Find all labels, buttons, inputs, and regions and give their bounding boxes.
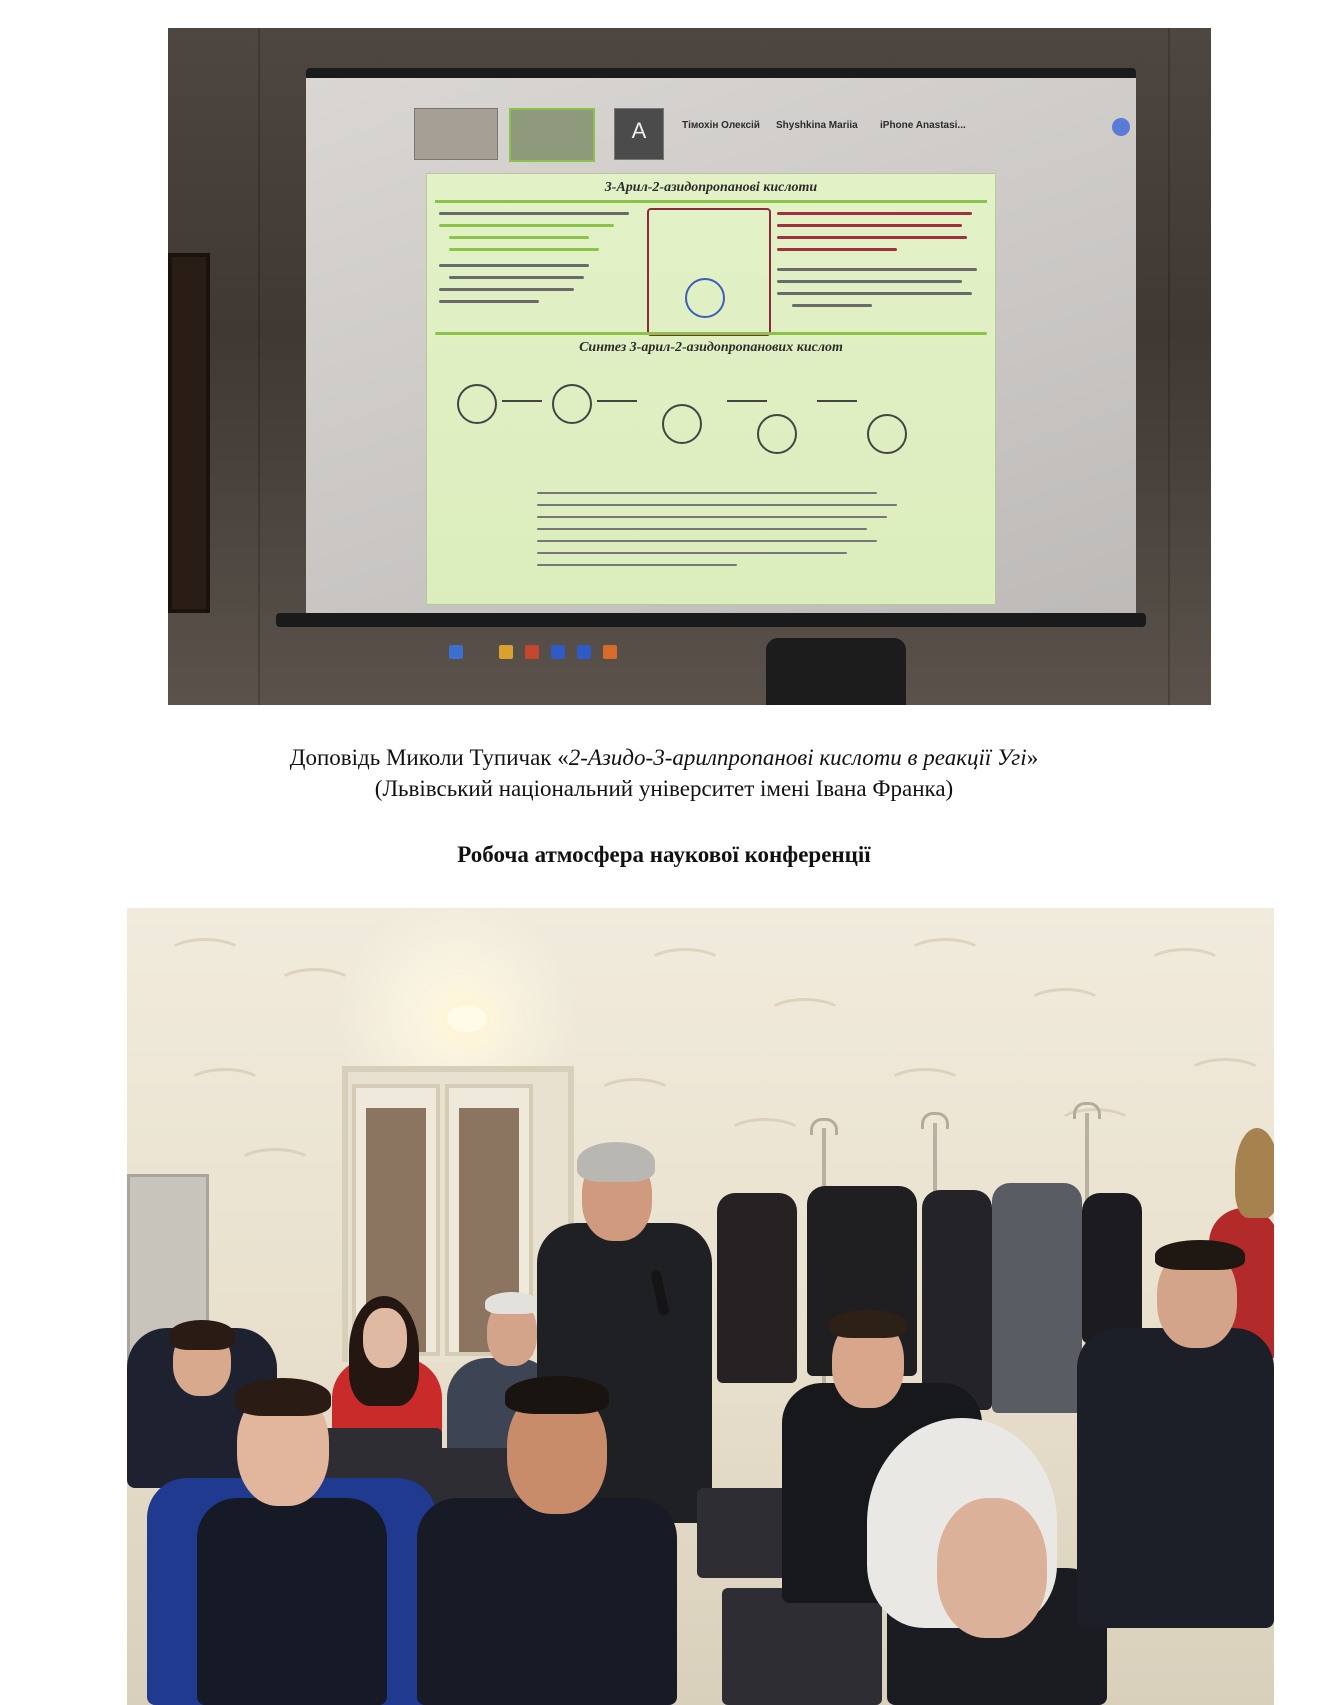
slide-subtitle: Синтез 3-арил-2-азидопропанових кислот — [579, 340, 843, 355]
slide-text-line — [537, 528, 867, 530]
app-icon — [551, 645, 565, 659]
reaction-arrow — [727, 400, 767, 402]
slide-text-line — [439, 224, 614, 227]
slide-text-line — [449, 248, 599, 251]
caption-talk-title: 2-Азидо-3-арилпропанові кислоти в реакції Угі — [568, 745, 1027, 770]
video-tile-avatar: A — [614, 108, 664, 160]
section-heading: Робоча атмосфера наукової конференції — [457, 842, 871, 867]
benzene-ring — [662, 404, 702, 444]
benzene-ring — [457, 384, 497, 424]
slide-text-line — [537, 504, 897, 506]
photo-caption-line1 — [0, 742, 1328, 773]
caption-speaker: Доповідь Миколи Тупичак « — [289, 745, 569, 770]
hanging-coat — [1082, 1193, 1142, 1343]
reaction-arrow — [597, 400, 637, 402]
slide-text-line — [777, 292, 972, 295]
next-page-icon — [1112, 118, 1130, 136]
coat-rack-hook — [921, 1112, 949, 1129]
hanging-coat — [717, 1193, 797, 1383]
participant-name: iPhone Anastasi... — [880, 120, 966, 131]
photo-audience — [127, 908, 1274, 1705]
slide-text-line — [439, 212, 629, 215]
person-head — [937, 1498, 1047, 1638]
video-call-strip — [414, 108, 1134, 163]
hanging-coat — [922, 1190, 992, 1410]
slide-text-line — [449, 276, 584, 279]
person-hair — [485, 1292, 539, 1314]
slide-divider — [435, 332, 987, 335]
person-hair — [1155, 1240, 1245, 1270]
slide-title-underline — [435, 200, 987, 203]
slide-text-line — [439, 300, 539, 303]
person-hair — [169, 1320, 235, 1350]
person-hair — [235, 1378, 331, 1416]
folder-icon — [499, 645, 513, 659]
triazole-ring — [685, 278, 725, 318]
slide-text-line — [777, 224, 962, 227]
hanging-coat — [992, 1183, 1082, 1413]
reaction-arrow — [817, 400, 857, 402]
person-hair — [829, 1310, 907, 1338]
person-body — [1077, 1328, 1274, 1628]
reaction-arrow — [502, 400, 542, 402]
slide-text-line — [537, 516, 887, 518]
slide-text-line — [777, 212, 972, 215]
presentation-slide — [426, 173, 996, 605]
slide-text-line — [537, 492, 877, 494]
person-hair — [505, 1376, 609, 1414]
caption-closing-quote: » — [1026, 745, 1039, 770]
slide-text-line — [537, 540, 877, 542]
person-hair — [1235, 1128, 1274, 1218]
person-body — [417, 1498, 677, 1705]
slide-text-line — [537, 552, 847, 554]
slide-text-line — [792, 304, 872, 307]
slide-text-line — [777, 280, 962, 283]
wall-panel-line — [258, 28, 260, 705]
screen-bottom-bar — [276, 613, 1146, 627]
chair — [722, 1588, 882, 1705]
participant-name: Тімохін Олексій — [682, 120, 760, 131]
slide-text-line — [777, 248, 897, 251]
person-jacket — [197, 1498, 387, 1705]
benzene-ring — [757, 414, 797, 454]
slide-text-line — [777, 236, 967, 239]
photo-caption-line2: (Львівський національний університет імені Івана Франка) — [374, 776, 954, 801]
app-icon — [603, 645, 617, 659]
projector-device — [766, 638, 906, 705]
participant-name: Shyshkina Mariia — [776, 120, 858, 131]
slide-text-line — [439, 264, 589, 267]
slide-text-line — [439, 288, 574, 291]
person-head — [363, 1308, 407, 1368]
slide-text-line — [777, 268, 977, 271]
app-icon — [577, 645, 591, 659]
benzene-ring — [552, 384, 592, 424]
video-tile — [414, 108, 498, 160]
wall-panel-line — [1168, 28, 1170, 705]
coat-rack-hook — [1073, 1102, 1101, 1119]
benzene-ring — [867, 414, 907, 454]
slide-text-line — [537, 564, 737, 566]
photo-presentation-slide — [168, 28, 1211, 705]
video-tile-active-speaker — [509, 108, 595, 162]
slide-title: 3-Арил-2-азидопропанові кислоти — [604, 180, 818, 195]
standing-person-hair — [577, 1142, 655, 1182]
slide-text-line — [449, 236, 589, 239]
wall-lamp — [447, 1006, 487, 1032]
coat-rack-hook — [810, 1118, 838, 1135]
app-icon — [525, 645, 539, 659]
wall-painting — [168, 253, 210, 613]
projector-screen — [306, 78, 1136, 618]
start-icon — [449, 645, 463, 659]
